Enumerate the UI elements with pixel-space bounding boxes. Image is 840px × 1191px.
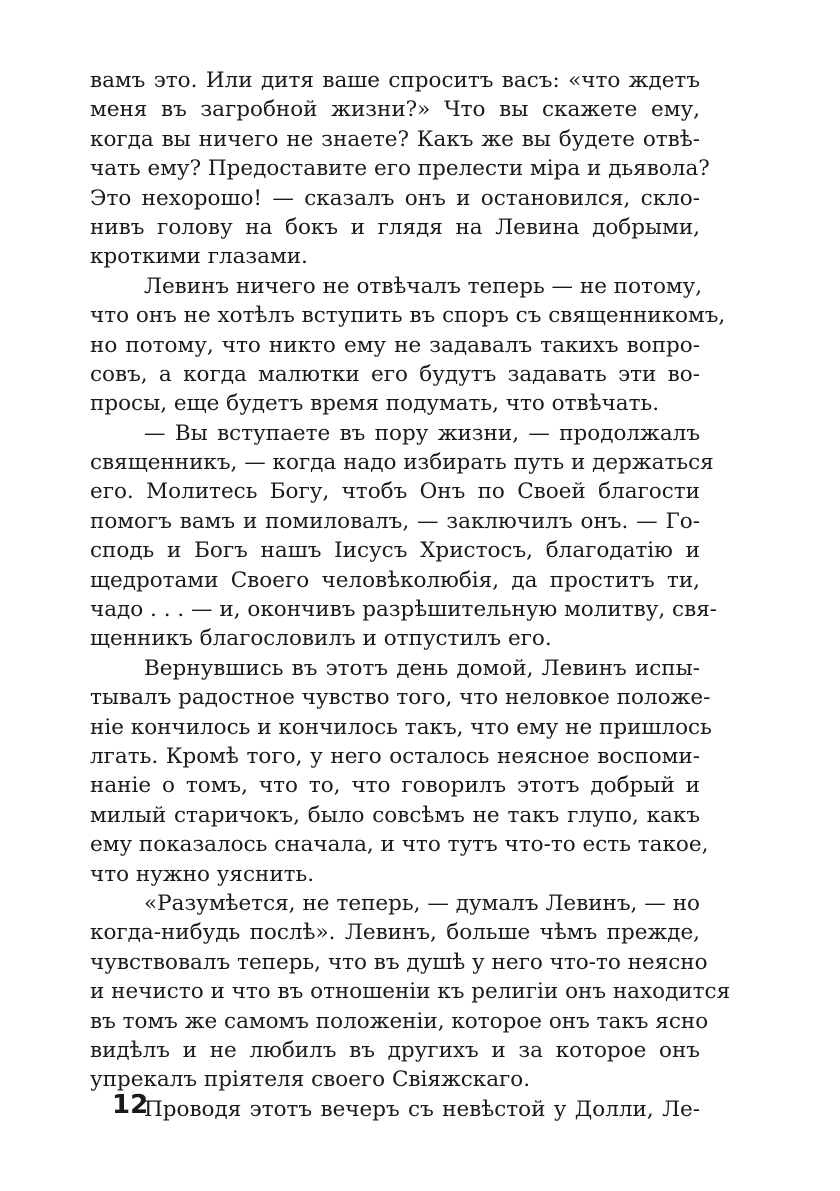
- text-line-20: щенникъ благословилъ и отпустилъ его.: [90, 626, 552, 652]
- text-line-4: чать ему? Предоставите его прелести міра и дьявола?: [90, 156, 710, 182]
- text-line-8: Левинъ ничего не отвѣчалъ теперь — не потому,: [144, 273, 703, 299]
- text-line-32: и нечисто и что въ отношеніи къ религіи онъ находится: [90, 979, 731, 1005]
- text-line-24: лгать. Кромѣ того, у него осталось неясное воспоми-: [90, 743, 700, 769]
- text-line-15: его. Молитесь Богу, чтобъ Онъ по Своей благости: [90, 479, 700, 505]
- text-line-28: что нужно уяснить.: [90, 861, 315, 887]
- text-line-10: но потому, что никто ему не задавалъ такихъ вопро-: [90, 332, 700, 358]
- text-line-19: чадо . . . — и, окончивъ разрѣшительную молитву, свя-: [90, 597, 718, 623]
- text-line-1: вамъ это. Или дитя ваше спроситъ васъ: «что ждетъ: [90, 68, 700, 93]
- text-line-5: Это нехорошо! — сказалъ онъ и остановился, скло-: [90, 185, 700, 211]
- text-line-2: меня въ загробной жизни?» Что вы скажете ему,: [90, 97, 700, 123]
- text-line-27: ему показалось сначала, и что тутъ что-то есть такое,: [90, 832, 709, 858]
- text-line-22: тывалъ радостное чувство того, что неловкое положе-: [90, 685, 711, 711]
- text-line-36: Проводя этотъ вечеръ съ невѣстой у Долли, Ле-: [144, 1096, 700, 1122]
- text-line-30: когда-нибудь послѣ». Левинъ, больше чѣмъ прежде,: [90, 920, 700, 946]
- text-line-31: чувствовалъ теперь, что въ душѣ у него что-то неясно: [90, 949, 708, 975]
- text-line-11: совъ, а когда малютки его будутъ задавать эти во-: [90, 361, 700, 387]
- text-line-12: просы, еще будетъ время подумать, что отвѣчать.: [90, 391, 660, 417]
- text-line-7: кроткими глазами.: [90, 244, 308, 270]
- text-line-29: «Разумѣется, не теперь, — думалъ Левинъ, — но: [144, 890, 700, 916]
- text-line-16: помогъ вамъ и помиловалъ, — заключилъ онъ. — Го-: [90, 508, 700, 534]
- text-line-35: упрекалъ пріятеля своего Свіяжскаго.: [90, 1067, 531, 1093]
- text-line-9: что онъ не хотѣлъ вступить въ споръ съ священникомъ,: [90, 303, 726, 329]
- text-line-14: священникъ, — когда надо избирать путь и держаться: [90, 450, 714, 476]
- text-line-25: наніе о томъ, что то, что говорилъ этотъ добрый и: [90, 773, 700, 799]
- text-line-6: нивъ голову на бокъ и глядя на Левина добрыми,: [90, 214, 700, 240]
- text-line-23: ніе кончилось и кончилось такъ, что ему не пришлось: [90, 714, 712, 740]
- text-line-13: — Вы вступаете въ пору жизни, — продолжалъ: [144, 420, 700, 446]
- text-line-33: въ томъ же самомъ положеніи, которое онъ такъ ясно: [90, 1008, 709, 1034]
- text-line-34: видѣлъ и не любилъ въ другихъ и за которое онъ: [90, 1037, 700, 1063]
- body-text: [90, 66, 731, 1124]
- text-line-26: милый старичокъ, было совсѣмъ не такъ глупо, какъ: [90, 802, 700, 828]
- page-number: 12: [112, 1090, 149, 1120]
- text-line-21: Вернувшись въ этотъ день домой, Левинъ испы-: [144, 655, 700, 681]
- text-line-3: когда вы ничего не знаете? Какъ же вы будете отвѣ-: [90, 126, 700, 152]
- text-line-17: сподь и Богъ нашъ Іисусъ Христосъ, благодатію и: [90, 538, 700, 564]
- text-line-18: щедротами Своего человѣколюбія, да проститъ ти,: [90, 567, 700, 593]
